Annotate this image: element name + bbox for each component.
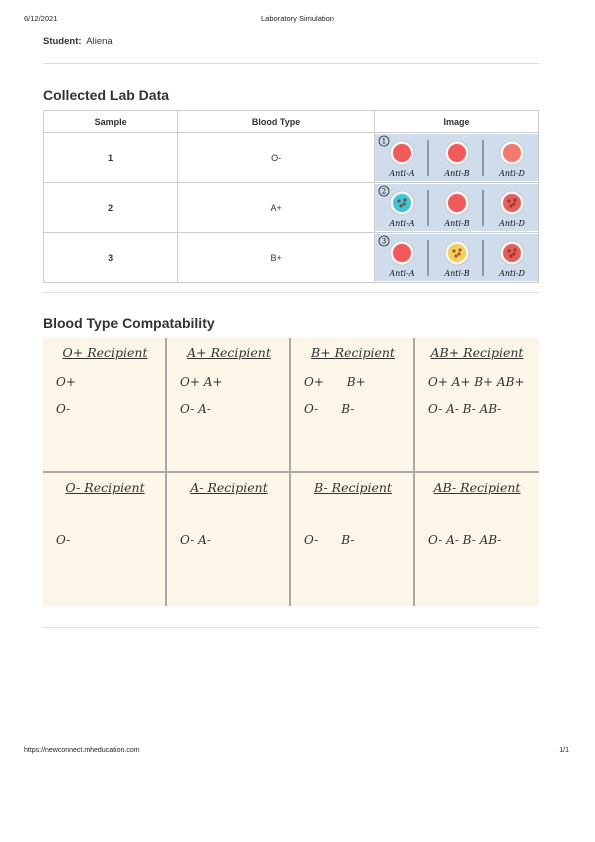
sample-number: 2 [44, 183, 178, 233]
clump [507, 199, 510, 202]
clump [402, 202, 405, 205]
clump [457, 252, 460, 255]
sample-badge-number: 1 [381, 137, 387, 146]
student-name: Aliena [86, 36, 113, 47]
recipient-cell [43, 338, 167, 472]
well-label: Anti-D [499, 219, 525, 228]
table-header-row [44, 111, 539, 133]
recipient-cell [415, 473, 539, 607]
clump [454, 254, 457, 257]
recipient-title: B+ Recipient [311, 345, 395, 360]
blood-drop [393, 144, 411, 162]
recipient-cell [167, 473, 291, 607]
test-card-image [375, 133, 539, 183]
well-label: Anti-B [444, 169, 470, 178]
blood-type-value: O- [178, 133, 375, 183]
recipient-title: B- Recipient [314, 480, 392, 495]
divider [43, 292, 539, 293]
blood-drop [393, 194, 411, 212]
well-label: Anti-B [444, 219, 470, 228]
clump [403, 198, 406, 201]
col-sample: Sample [44, 111, 178, 133]
student-label: Student: [43, 36, 82, 47]
table-row [44, 133, 539, 183]
clump [399, 204, 402, 207]
col-blood-type: Blood Type [178, 111, 375, 133]
lab-data-heading: Collected Lab Data [43, 87, 170, 103]
recipient-cell [43, 473, 167, 607]
recipient-title: AB+ Recipient [430, 345, 524, 360]
recipient-cell [291, 473, 415, 607]
recipient-cell [415, 338, 539, 472]
recipient-title: O+ Recipient [62, 345, 148, 360]
recipient-cell [167, 338, 291, 472]
test-card-image [375, 183, 539, 233]
student-line [43, 36, 113, 47]
recipient-cell [291, 338, 415, 472]
sample-number: 3 [44, 233, 178, 283]
blood-drop [503, 144, 521, 162]
page-number: 1/1 [559, 747, 569, 754]
clump [512, 252, 515, 255]
recipient-title: AB- Recipient [433, 480, 521, 495]
compatible-donors: O- A- B- AB- [428, 402, 502, 416]
print-title: Laboratory Simulation [261, 14, 334, 23]
clump [513, 248, 516, 251]
compatible-donors: O+ B+ [304, 375, 366, 389]
lab-data-table [43, 110, 539, 283]
col-image: Image [375, 111, 539, 133]
well-label: Anti-B [444, 269, 470, 278]
clump [507, 249, 510, 252]
blood-drop [503, 194, 521, 212]
compatible-donors: O+ [56, 375, 76, 389]
well-label: Anti-A [389, 269, 415, 278]
blood-drop [393, 244, 411, 262]
test-card [375, 134, 538, 181]
compatible-donors: O- B- [304, 533, 355, 547]
blood-drop [448, 194, 466, 212]
well-label: Anti-D [499, 169, 525, 178]
sample-badge-number: 2 [381, 187, 387, 196]
recipient-title: A+ Recipient [187, 345, 271, 360]
recipient-title: A- Recipient [190, 480, 268, 495]
compatibility-grid [43, 338, 539, 606]
clump [512, 202, 515, 205]
clump [509, 254, 512, 257]
blood-type-value: A+ [178, 183, 375, 233]
footer-url: https://newconnect.mheducation.com [24, 747, 140, 754]
test-card-image [375, 233, 539, 283]
compat-heading: Blood Type Compatability [43, 315, 215, 331]
well-label: Anti-A [389, 219, 415, 228]
table-row [44, 183, 539, 233]
clump [397, 199, 400, 202]
compatible-donors: O- [56, 533, 71, 547]
clump [513, 198, 516, 201]
sample-badge-number: 3 [381, 237, 387, 246]
blood-drop [503, 244, 521, 262]
test-card [375, 234, 538, 281]
print-date: 6/12/2021 [24, 14, 58, 23]
blood-drop [448, 144, 466, 162]
divider [43, 627, 539, 628]
compatible-donors: O- A- B- AB- [428, 533, 502, 547]
recipient-title: O- Recipient [65, 480, 145, 495]
well-label: Anti-D [499, 269, 525, 278]
well-label: Anti-A [389, 169, 415, 178]
compatible-donors: O+ A+ [180, 375, 223, 389]
blood-type-value: B+ [178, 233, 375, 283]
sample-number: 1 [44, 133, 178, 183]
divider [43, 63, 539, 64]
compatible-donors: O- A- [180, 402, 211, 416]
table-row [44, 233, 539, 283]
blood-drop [448, 244, 466, 262]
clump [458, 248, 461, 251]
clump [452, 249, 455, 252]
clump [509, 204, 512, 207]
compatible-donors: O- [56, 402, 71, 416]
compatible-donors: O- B- [304, 402, 355, 416]
test-card [375, 184, 538, 231]
compatible-donors: O- A- [180, 533, 211, 547]
compatible-donors: O+ A+ B+ AB+ [428, 375, 525, 389]
